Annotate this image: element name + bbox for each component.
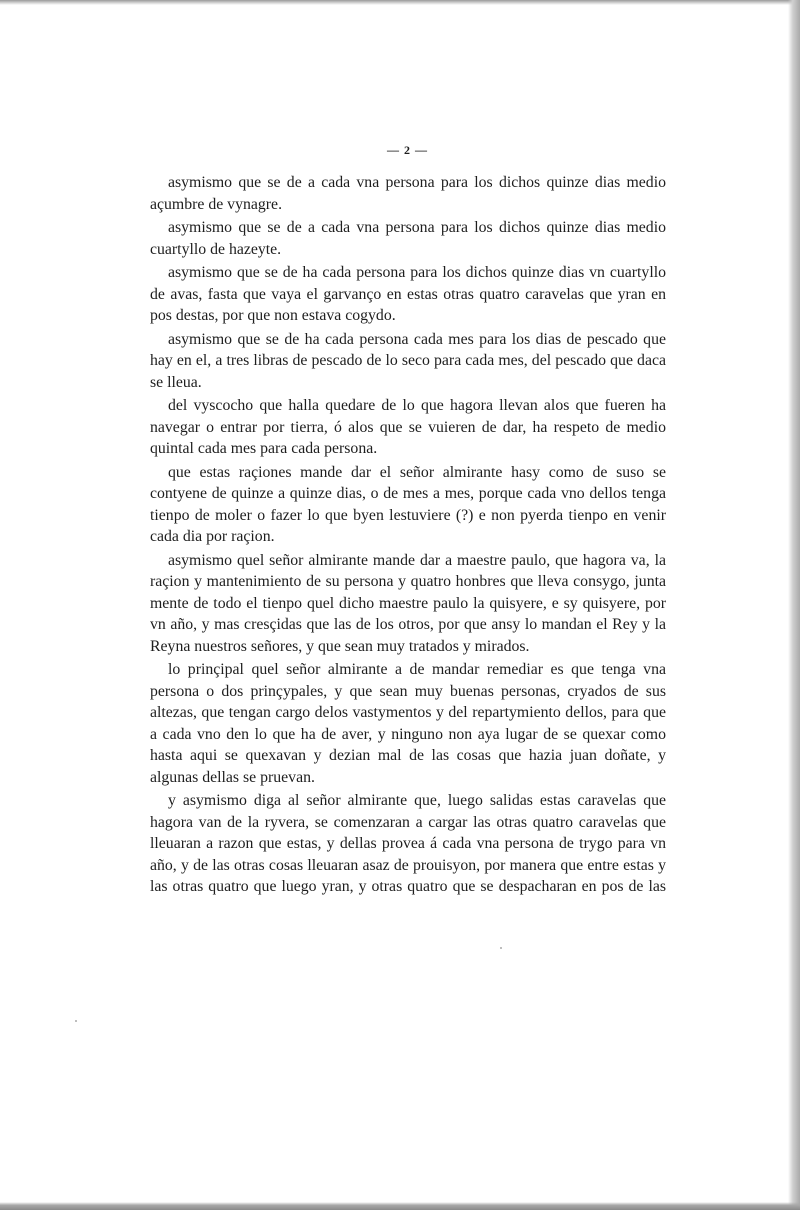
page-number: — 2 — [387,143,428,157]
scan-edge-bottom [0,1202,800,1210]
scan-edge-top [0,0,800,5]
paragraph: del vyscocho que halla quedare de lo que hagora llevan alos que fueren ha navegar o entrar por tierra, ó alos que se vuieren de dar, ha respeto de medio quintal cada mes para cada persona. [150,397,666,457]
paragraph: que estas raçiones mande dar el señor almirante hasy como de suso se contyene de quinze a quinze dias, o de mes a mes, porque cada vno dellos tenga tienpo de moler o fazer lo que byen lestuviere (?) e non pyerda tienpo en venir cada dia por raçion. [150,463,666,545]
paragraph: y asymismo diga al señor almirante que, luego salidas estas caravelas que hagora van de la ryvera, se comenzaran a cargar las otras quatro caravelas que lleuaran a razon que estas, y dellas provea á cada vna persona de trygo para vn año, y de las otras cosas lleuaran asaz de prouisyon, por manera que entre estas y las otras quatro que luego yran, y otras quatro que se despacharan en pos de las [150,792,666,895]
scan-edge-right [788,0,800,1210]
body-text [150,172,666,900]
scan-speck [75,1020,77,1022]
paragraph: asymismo quel señor almirante mande dar a maestre paulo, que hagora va, la raçion y mantenimiento de su persona y quatro honbres que lleva consygo, junta mente de todo el tienpo quel dicho maestre paulo la quisyere, e sy quisyere, por vn año, y mas cresçidas que las de los otros, por que ansy lo mandan el Rey y la Reyna nuestros señores, y que sean muy tratados y mirados. [150,551,666,655]
scan-speck [500,947,502,949]
paragraph: asymismo que se de ha cada persona cada mes para los dias de pescado que hay en el, a tres libras de pescado de lo seco para cada mes, del pescado que daca se lleua. [150,330,666,391]
paragraph: asymismo que se de a cada vna persona para los dichos quinze dias medio açumbre de vynagre. [150,174,666,213]
paragraph: asymismo que se de a cada vna persona para los dichos quinze dias medio cuartyllo de hazeyte. [150,219,666,258]
paragraph: asymismo que se de ha cada persona para los dichos quinze dias vn cuartyllo de avas, fasta que vaya el garvanço en estas otras quatro caravelas que yran en pos destas, por que non estava cogydo. [150,264,666,324]
paragraph: lo prinçipal quel señor almirante a de mandar remediar es que tenga vna persona o dos prinçypales, y que sean muy buenas personas, cryados de sus altezas, que tengan cargo delos vastymentos y del repartymiento dellos, para que a cada vno den lo que ha de aver, y ninguno non aya lugar de se quexar como hasta aqui se quexavan y dezian mal de las cosas que hazia juan doñate, y algunas dellas se pruevan. [150,661,666,786]
